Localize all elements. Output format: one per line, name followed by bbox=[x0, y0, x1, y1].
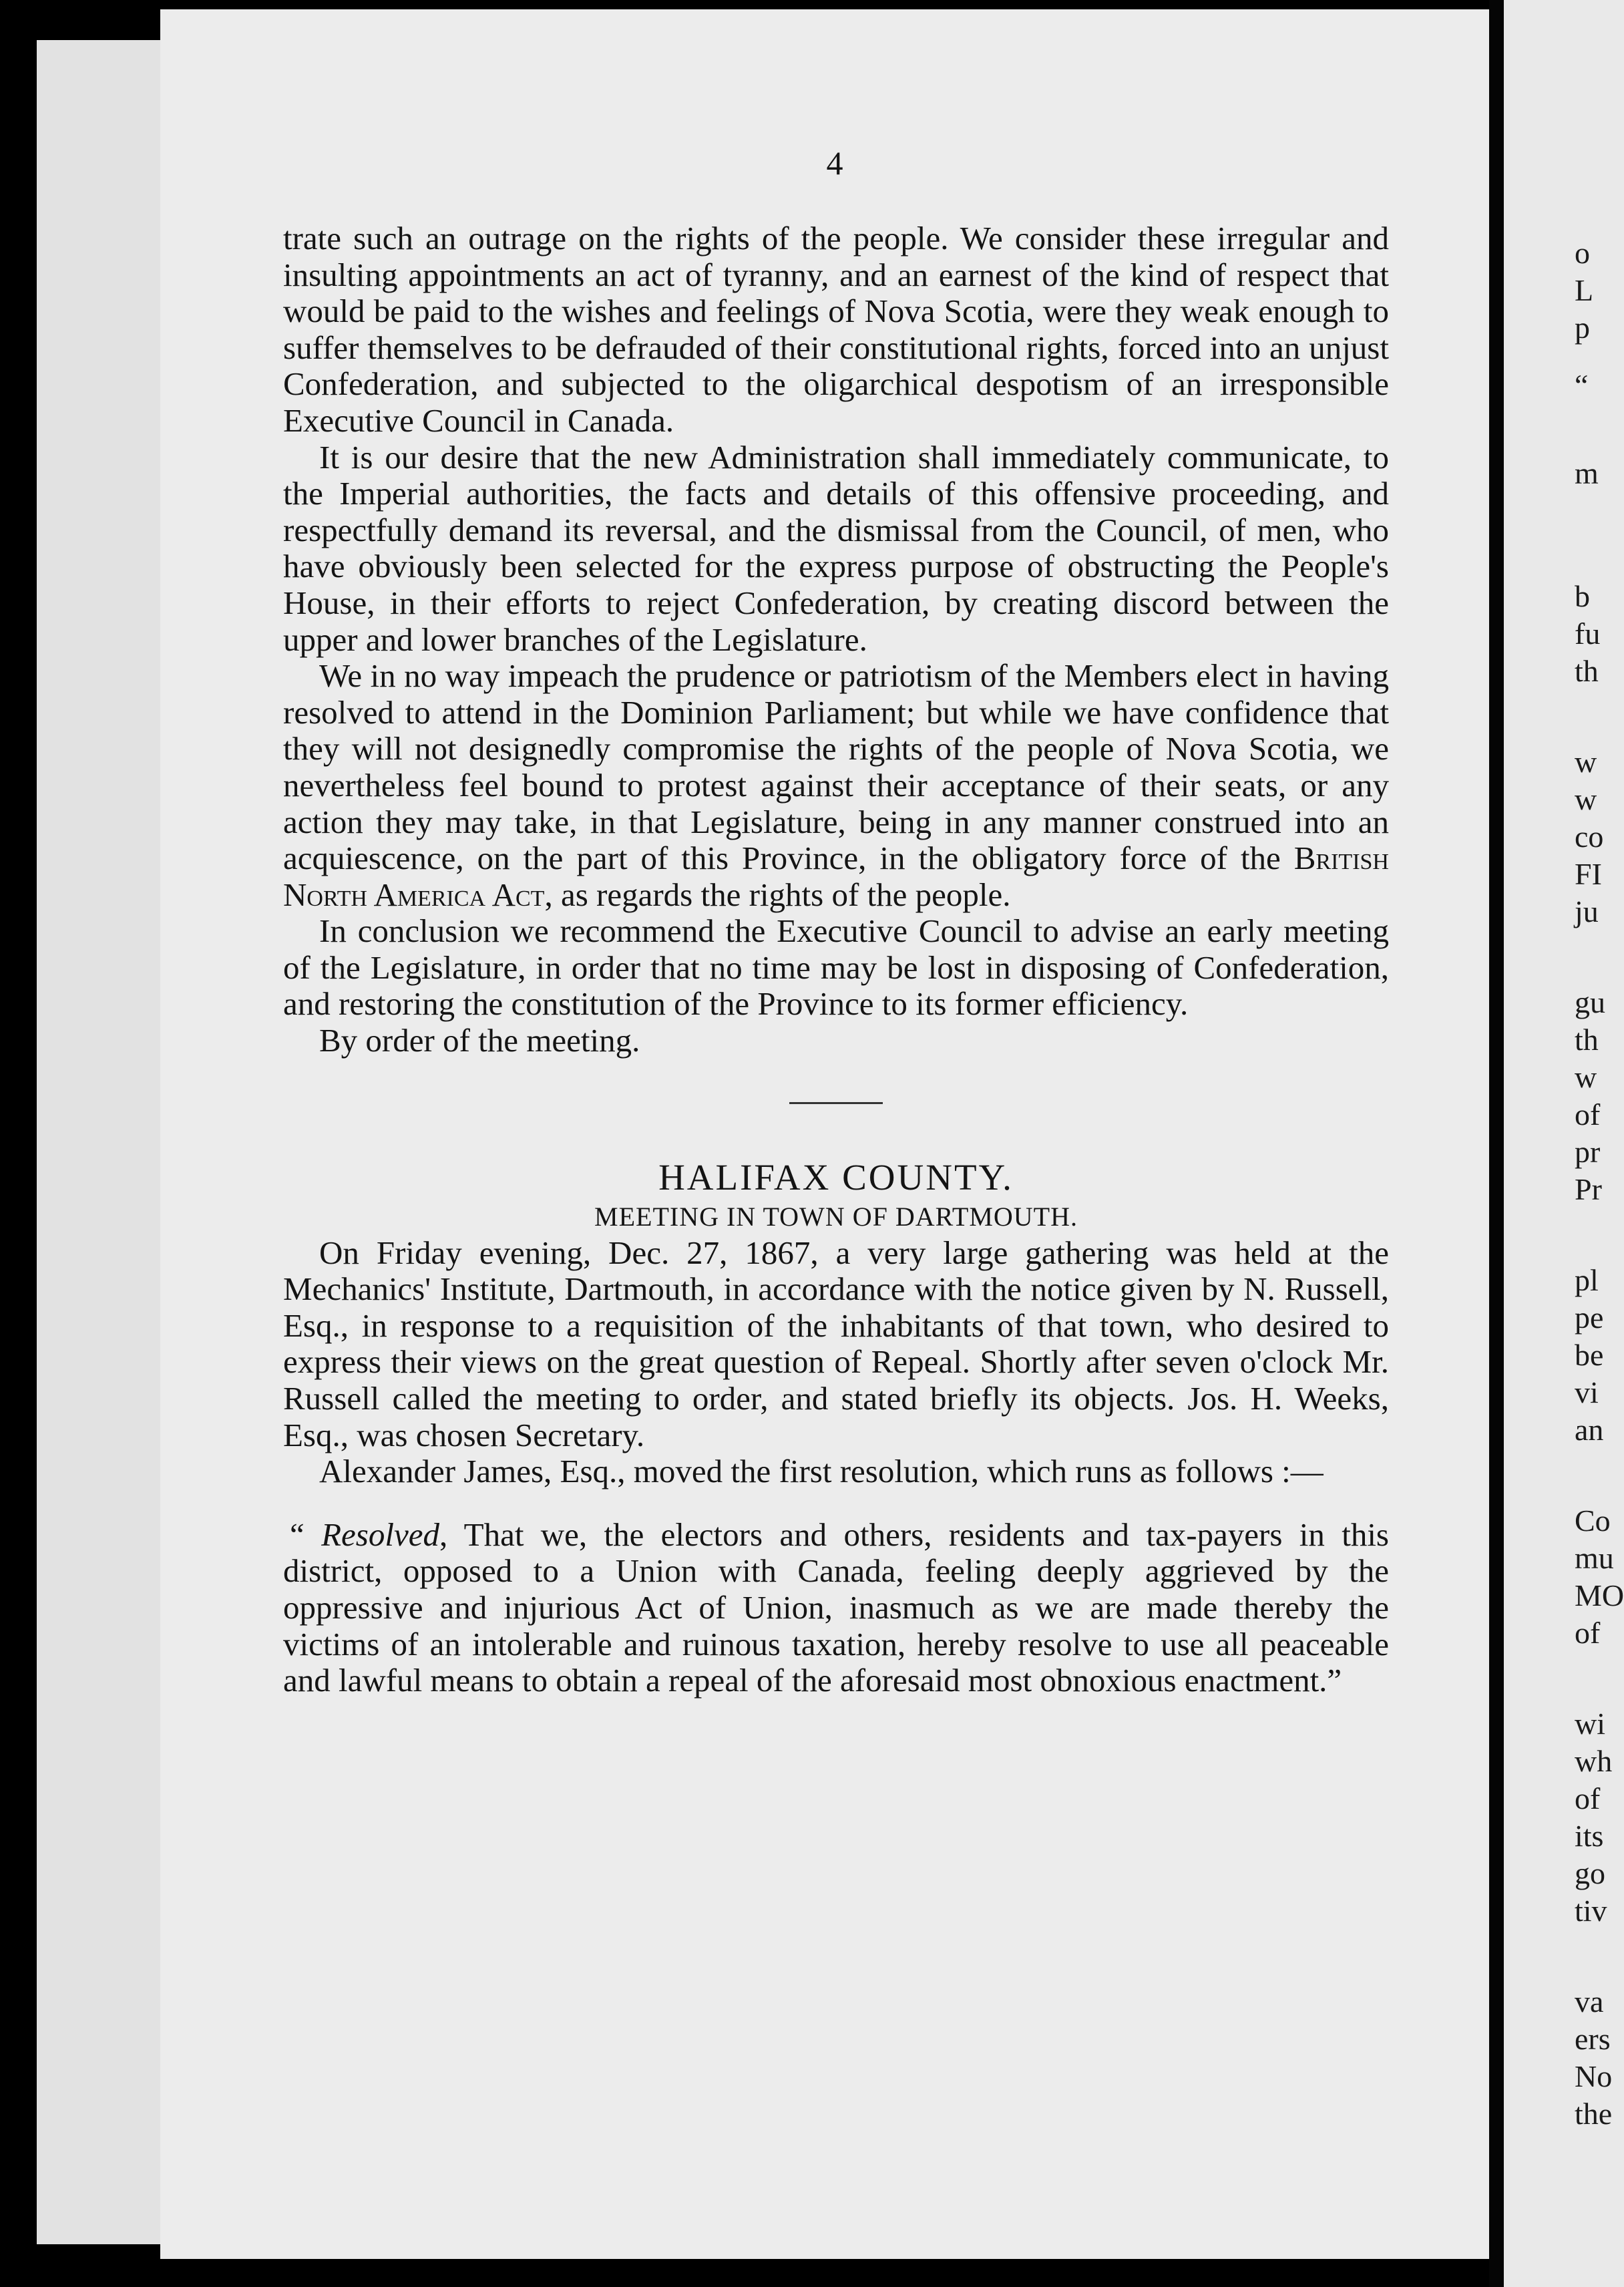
adjacent-page-line: FI bbox=[1575, 857, 1602, 891]
adjacent-page-line: fu bbox=[1575, 617, 1601, 651]
adjacent-page-line: wh bbox=[1575, 1744, 1613, 1778]
paragraph-administration: It is our desire that the new Administration shall immediately communicate, to the Imperial authorities, the facts and details of this offensive proceeding, and respectfully demand its reversal, and the dismissal from the Council, of men, who have obviously been selected for the express purpose of obstructing the People's House, in their efforts to reject Confederation, by creating discord between the upper and lower branches of the Legislature. bbox=[283, 438, 1389, 658]
paragraph-conclusion: In conclusion we recommend the Executive Council to advise an early meeting of the Legislature, in order that no time may be lost in disposing of Confederation, and restoring the constitution of the Province to its former efficiency. bbox=[283, 912, 1389, 1023]
adjacent-page-line: pl bbox=[1575, 1263, 1599, 1297]
adjacent-page-line: No bbox=[1575, 2059, 1613, 2093]
paragraph-members-elect bbox=[283, 658, 1389, 913]
adjacent-page-line: p bbox=[1575, 311, 1590, 345]
adjacent-page-line: ju bbox=[1575, 894, 1599, 928]
section-divider bbox=[789, 1102, 883, 1104]
adjacent-page-line: wi bbox=[1575, 1707, 1605, 1741]
adjacent-page-line: be bbox=[1575, 1338, 1604, 1372]
adjacent-page-line: go bbox=[1575, 1856, 1605, 1890]
page-number: 4 bbox=[826, 144, 843, 182]
adjacent-page-line: “ bbox=[1575, 368, 1589, 402]
section-subheading: MEETING IN TOWN OF DARTMOUTH. bbox=[594, 1201, 1078, 1232]
paragraph-meeting: On Friday evening, Dec. 27, 1867, a very large gathering was held at the Mechanics' Institute, Dartmouth, in accordance with the notice given by N. Russell, Esq., in response to a requisition of the inhabitants of that town, who desired to express their views on the great question of Repeal. Shortly after seven o'clock Mr. Russell called the meeting to order, and stated briefly its objects. Jos. H. Weeks, Esq., was chosen Secretary. bbox=[283, 1234, 1389, 1453]
adjacent-page-edge bbox=[1504, 0, 1624, 2287]
adjacent-page-line: th bbox=[1575, 1023, 1599, 1057]
adjacent-page-line: L bbox=[1575, 273, 1594, 307]
members-text-before: We in no way impeach the prudence or patriotism of the Members elect in having resolved to attend in the Dominion Parliament; but while we have confidence that they will not designedly compromise the rights of the people of Nova Scotia, we nevertheless feel bound to protest against their acceptance of their seats, or any action they may take, in that Legislature, being in any manner construed into an acquiescence, on the part of this Province, in the obligatory force of the bbox=[283, 657, 1389, 877]
adjacent-page-line: tiv bbox=[1575, 1894, 1607, 1928]
adjacent-page-line: va bbox=[1575, 1984, 1604, 2018]
act-name: British North America Act bbox=[283, 840, 1389, 913]
adjacent-page-line: b bbox=[1575, 579, 1590, 613]
adjacent-page-line: of bbox=[1575, 1097, 1601, 1131]
paragraph-motion: Alexander James, Esq., moved the first resolution, which runs as follows :— bbox=[319, 1453, 1324, 1490]
page-body bbox=[283, 220, 1389, 1699]
adjacent-page-line: Pr bbox=[1575, 1172, 1602, 1206]
adjacent-page-line: ers bbox=[1575, 2022, 1611, 2056]
adjacent-page-line: of bbox=[1575, 1781, 1601, 1815]
book-gutter bbox=[1489, 0, 1504, 2287]
adjacent-page-line: Co bbox=[1575, 1504, 1611, 1538]
adjacent-page-line: m bbox=[1575, 456, 1599, 490]
adjacent-page-line: the bbox=[1575, 2097, 1613, 2131]
adjacent-page-line: MO bbox=[1575, 1578, 1624, 1612]
order-line: By order of the meeting. bbox=[319, 1022, 640, 1059]
section-heading: HALIFAX COUNTY. bbox=[658, 1156, 1014, 1198]
adjacent-page-line: its bbox=[1575, 1819, 1604, 1853]
adjacent-page-line: vi bbox=[1575, 1375, 1599, 1409]
resolution-quote bbox=[283, 1517, 1389, 1699]
resolution-open-quote: “ bbox=[290, 1516, 322, 1553]
adjacent-page-line: of bbox=[1575, 1616, 1601, 1650]
adjacent-page-line: w bbox=[1575, 745, 1597, 779]
resolution-text: , That we, the electors and others, residents and tax-payers in this district, opposed to a Union with Canada, feeling deeply aggrieved by the oppressive and injurious Act of Union, inasmuch as we are made thereby the victims of an intolerable and ruinous taxation, hereby resolve to use all peaceable and lawful means to obtain a repeal of the aforesaid most obnoxious enactment.” bbox=[283, 1516, 1390, 1699]
adjacent-page-line: th bbox=[1575, 654, 1599, 688]
adjacent-page-line: w bbox=[1575, 1060, 1597, 1094]
adjacent-page-line: gu bbox=[1575, 985, 1605, 1019]
adjacent-page-line: o bbox=[1575, 236, 1590, 270]
members-text-after: , as regards the rights of the people. bbox=[544, 876, 1011, 913]
adjacent-page-line: pr bbox=[1575, 1135, 1601, 1169]
adjacent-page-line: mu bbox=[1575, 1541, 1614, 1575]
resolution-keyword: Resolved bbox=[321, 1516, 439, 1553]
adjacent-page-line: co bbox=[1575, 820, 1604, 854]
adjacent-page-line: w bbox=[1575, 782, 1597, 816]
adjacent-page-line: an bbox=[1575, 1413, 1604, 1447]
adjacent-page-line: pe bbox=[1575, 1300, 1604, 1335]
paragraph-continuation: trate such an outrage on the rights of the people. We consider these irregular and insulting appointments an act of tyranny, and an earnest of the kind of respect that would be paid to the wishes and feelings of Nova Scotia, were they weak enough to suffer themselves to be defrauded of their constitutional rights, forced into an unjust Confederation, and subjected to the oligarchical despotism of an irresponsible Executive Council in Canada. bbox=[283, 220, 1389, 439]
